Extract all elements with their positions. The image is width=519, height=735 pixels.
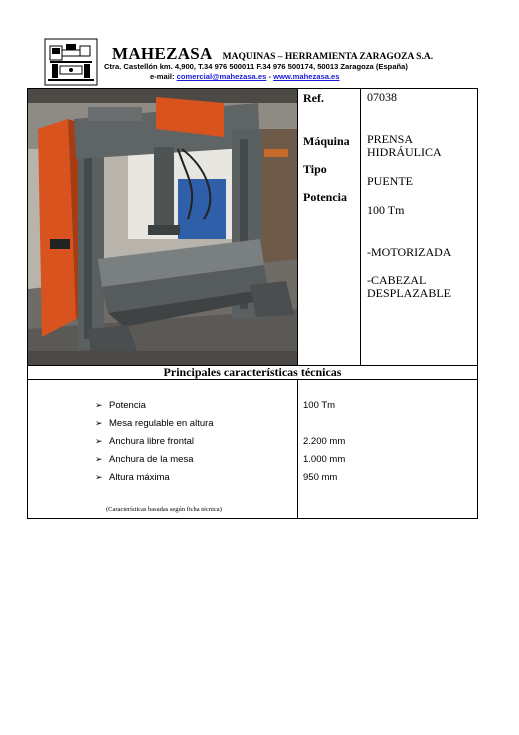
lathe-logo-icon [44,38,98,86]
spec-value: 1.000 mm [303,454,346,465]
feature-motorizada: -MOTORIZADA [367,245,452,259]
spec-item [95,400,146,411]
specs-values [298,380,477,518]
feature-cabezal-line1: -CABEZAL [367,273,427,287]
spec-label: Anchura de la mesa [109,454,194,465]
company-address: Ctra. Castellón km. 4,900, T.34 976 500011 F.34 976 500174, 50013 Zaragoza (España) [104,62,408,71]
machine-photo [28,89,298,365]
value-column [361,89,477,365]
spec-value: 100 Tm [303,400,336,411]
spec-label: Potencia [109,400,146,411]
spec-item [95,472,170,483]
email-link[interactable]: comercial@mahezasa.es [176,72,267,81]
maquina-label: Máquina [303,134,350,148]
arrow-bullet-icon: ➢ [95,472,103,482]
company-name: MAHEZASA [112,44,213,63]
label-column [298,89,361,365]
company-header [112,44,433,64]
spec-label: Anchura libre frontal [109,436,195,447]
spec-item [95,454,194,465]
maquina-value-line1: PRENSA [367,132,414,146]
specs-title: Principales características técnicas [28,365,477,380]
feature-cabezal-line2: DESPLAZABLE [367,286,451,300]
spec-item [95,418,214,429]
potencia-label: Potencia [303,190,347,204]
spec-value: 950 mm [303,472,338,483]
spec-label: Altura máxima [109,472,170,483]
machine-sheet [27,88,478,519]
arrow-bullet-icon: ➢ [95,400,103,410]
email-label: e-mail: [150,72,175,81]
ref-value: 07038 [367,90,397,104]
specs-labels [28,380,298,518]
contact-separator: - [266,72,274,81]
arrow-bullet-icon: ➢ [95,436,103,446]
tipo-value: PUENTE [367,174,413,188]
tipo-label: Tipo [303,162,327,176]
ref-label: Ref. [303,91,324,105]
specs-footnote: (Características basadas según ficha técnica) [106,506,222,513]
potencia-value: 100 Tm [367,203,405,217]
arrow-bullet-icon: ➢ [95,418,103,428]
spec-label: Mesa regulable en altura [109,418,214,429]
spec-item [95,436,194,447]
company-subtitle: MAQUINAS – HERRAMIENTA ZARAGOZA S.A. [222,52,434,62]
maquina-value-line2: HIDRÁULICA [367,145,442,159]
arrow-bullet-icon: ➢ [95,454,103,464]
website-link[interactable]: www.mahezasa.es [273,72,340,81]
contact-line [150,72,340,81]
machine-photo-cell [28,89,298,365]
spec-value: 2.200 mm [303,436,346,447]
